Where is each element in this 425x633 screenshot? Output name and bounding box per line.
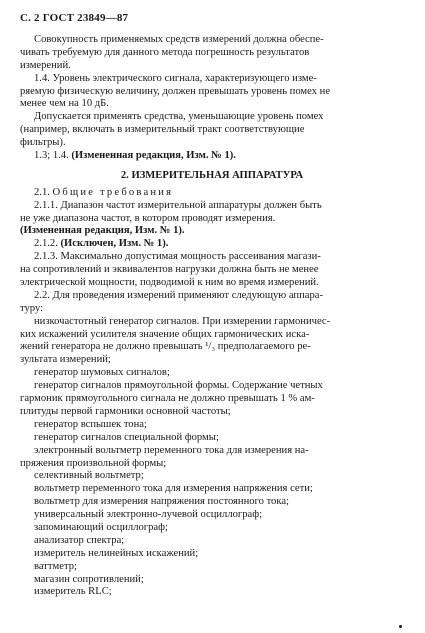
text-line: на сопротивлений и эквивалентов нагрузки должна быть не менее [20, 264, 319, 276]
clause-number: 2.1.2. [34, 238, 61, 250]
list-item: ваттметр; [34, 560, 77, 572]
list-item: измеритель нелинейных искажений; [34, 547, 199, 559]
revision-ref: 1.3; 1.4. [34, 150, 72, 162]
document-body [20, 34, 404, 599]
text-line: 2.1.1. Диапазон частот измерительной аппаратуры должен быть [34, 199, 322, 211]
revision-text: (Исключен, Изм. № 1). [60, 238, 169, 250]
list-item: ких искажений усилителя значение общих гармонических иска- [20, 328, 310, 340]
list-item: вольтметр переменного тока для измерения напряжения сети; [34, 483, 313, 495]
list-item: пряжения произвольной формы; [20, 457, 167, 469]
text-line: 1.4. Уровень электрического сигнала, характеризующего изме- [34, 72, 317, 84]
list-item: плитуды первой гармоники основной частоты; [20, 405, 231, 417]
text-line: менее чем на 10 дБ. [20, 98, 109, 110]
list-item: запоминающий осциллограф; [34, 521, 168, 533]
text-line: Совокупность применяемых средств измерений должна обеспе- [34, 34, 324, 45]
text-line: туру: [20, 302, 44, 314]
list-item: генератор сигналов специальной формы; [34, 431, 219, 443]
text-line: ряемую физическую величину, должен превышать уровень помех не [20, 85, 331, 97]
list-item: магазин сопротивлений; [34, 573, 144, 585]
list-item: низкочастотный генератор сигналов. При измерении гармоничес- [34, 315, 331, 327]
text-line: чивать требуемую для данного метода погрешность результатов [20, 46, 310, 58]
section-title: 2. ИЗМЕРИТЕЛЬНАЯ АППАРАТУРА [120, 169, 304, 181]
list-item: анализатор спектра; [34, 534, 125, 546]
subsection-title: Общие требования [52, 186, 174, 198]
text-line: измерений. [20, 59, 71, 71]
text-line: 2.2. Для проведения измерений применяют следующую аппара- [34, 289, 323, 301]
list-item: универсальный электронно-лучевой осциллограф; [34, 509, 263, 521]
subsection-heading [20, 187, 404, 200]
list-item: гармоник прямоугольного сигнала не должно превышать 1 % ам- [20, 393, 315, 405]
text-line: электрической мощности, подводимой к ним во время измерений. [20, 277, 319, 289]
revision-text: (Измененная редакция, Изм. № 1). [71, 150, 236, 162]
revision-note [20, 150, 404, 163]
text-line: (например, включать в измерительный тракт соответствующие [20, 124, 305, 136]
list-item: зультата измерений; [20, 354, 111, 366]
revision-text: (Измененная редакция, Изм. № 1). [20, 225, 185, 237]
list-item: генератор вспышек тона; [34, 418, 147, 430]
text-line: фильтры). [20, 137, 66, 149]
revision-note [20, 238, 404, 251]
list-item: генератор шумовых сигналов; [34, 367, 170, 379]
list-item: измеритель RLC; [34, 586, 112, 598]
list-item: генератор сигналов прямоугольной формы. Содержание четных [34, 380, 323, 392]
scan-mark [399, 625, 402, 628]
list-item: электронный вольтметр переменного тока для измерения на- [34, 444, 309, 456]
list-item: вольтметр для измерения напряжения постоянного тока; [34, 496, 289, 508]
list-item: жений генератора не должно превышать ¹/₃ предполагаемого ре- [20, 341, 311, 353]
page-header: С. 2 ГОСТ 23849—87 [20, 12, 129, 24]
text-line: не уже диапазона частот, в котором проводят измерения. [20, 212, 276, 224]
list-item: селективный вольтметр; [34, 470, 144, 482]
text-line: 2.1.3. Максимально допустимая мощность рассеивания магази- [34, 251, 321, 263]
subsection-number: 2.1. [34, 186, 50, 198]
text-line: Допускается применять средства, уменьшающие уровень помех [34, 111, 324, 123]
